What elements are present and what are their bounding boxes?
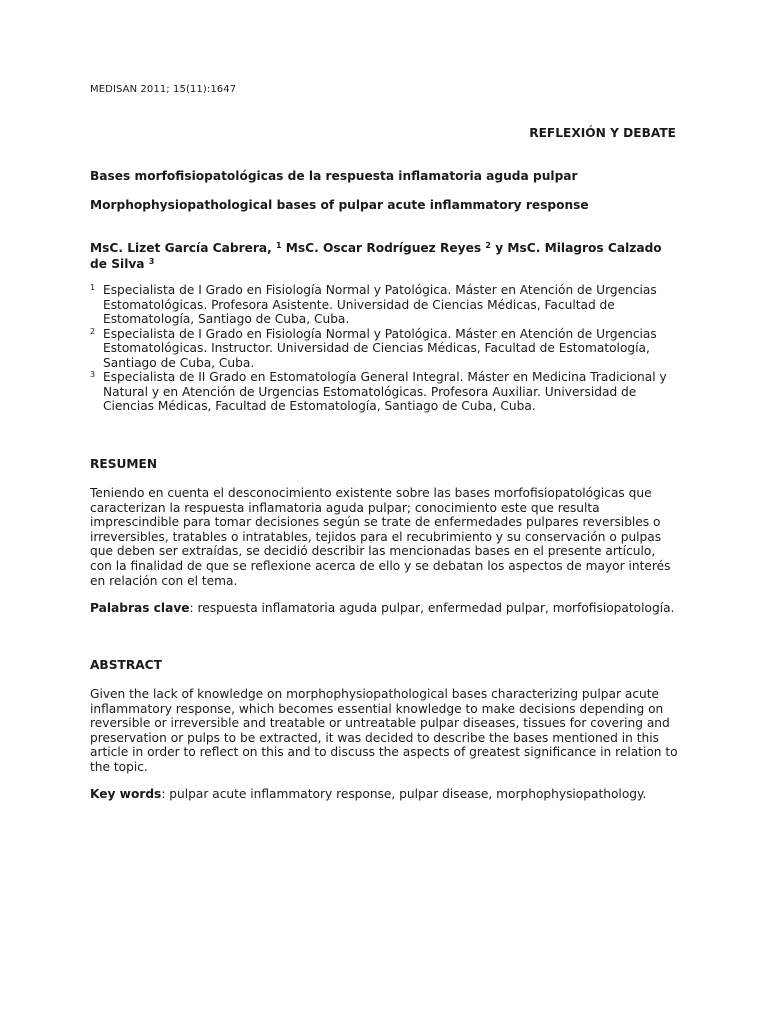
affiliation-number: 3 <box>90 370 96 379</box>
abstract-body: Given the lack of knowledge on morphophysiopathological bases characterizing pulpar acute inflammatory response, which becomes essential knowledge to make decisions depending on reversible or irreversible and treatable or untreatable pulpar diseases, tissues for covering and preservation or pulps to be extracted, it was decided to describe the bases mentioned in this article in order to reflect on this and to discuss the aspects of greatest significance in relation to the topic. <box>90 687 678 774</box>
resumen-heading: RESUMEN <box>90 457 158 471</box>
author-3-name: MsC. Milagros Calzado de Silva <box>90 241 662 271</box>
affiliation-text: Especialista de I Grado en Fisiología Normal y Patológica. Máster en Atención de Urgencias Estomatológicas. Profesora Asistente. Universidad de Ciencias Médicas, Facultad de Estomatología, Santiago de Cuba, Cuba. <box>103 283 657 326</box>
author-3-superscript: 3 <box>148 257 155 266</box>
author-2-superscript: 2 <box>485 241 491 250</box>
affiliation-number: 1 <box>90 283 96 292</box>
key-words <box>90 787 680 802</box>
palabras-clave-label: Palabras clave <box>90 601 190 615</box>
author-list <box>90 240 680 272</box>
affiliation-item <box>90 370 680 414</box>
affiliation-item <box>90 283 680 327</box>
title-spanish: Bases morfofisiopatológicas de la respuesta inflamatoria aguda pulpar <box>90 169 578 183</box>
resumen-body: Teniendo en cuenta el desconocimiento existente sobre las bases morfofisiopatológicas que caracterizan la respuesta inflamatoria aguda pulpar; conocimiento este que resulta imprescindible para tomar decisiones según se trate de enfermedades pulpares reversibles o irreversibles, tratables o intratables, tejidos para el recubrimiento y su conservación o pulpas que deben ser extraídas, se decidió describir las mencionadas bases en el presente artículo, con la finalidad de que se reflexione acerca de ello y se debatan los aspectos de mayor interés en relación con el tema. <box>90 486 671 588</box>
author-joiner: y <box>495 241 504 255</box>
key-words-text: : pulpar acute inflammatory response, pulpar disease, morphophysiopathology. <box>161 787 647 801</box>
palabras-clave <box>90 601 680 616</box>
title-english: Morphophysiopathological bases of pulpar acute inflammatory response <box>90 198 589 212</box>
section-type-label: REFLEXIÓN Y DEBATE <box>529 126 676 140</box>
key-words-label: Key words <box>90 787 162 801</box>
affiliation-number: 2 <box>90 326 96 336</box>
journal-reference: MEDISAN 2011; 15(11):1647 <box>90 84 237 95</box>
affiliation-text: Especialista de II Grado en Estomatología General Integral. Máster en Medicina Tradicional y Natural y en Atención de Urgencias Estomatológicas. Profesora Auxiliar. Universidad de Ciencias Médicas, Facultad de Estomatología, Santiago de Cuba, Cuba. <box>103 370 667 413</box>
affiliation-text: Especialista de I Grado en Fisiología Normal y Patológica. Máster en Atención de Urgencias Estomatológicas. Instructor. Universidad de Ciencias Médicas, Facultad de Estomatología, Santiago de Cuba, Cuba. <box>103 326 657 370</box>
affiliation-item <box>90 327 680 371</box>
author-1-name: MsC. Lizet García Cabrera, <box>90 241 272 255</box>
palabras-clave-text: : respuesta inflamatoria aguda pulpar, enfermedad pulpar, morfofisiopatología. <box>189 601 675 615</box>
abstract-heading: ABSTRACT <box>90 658 162 672</box>
author-1-superscript: 1 <box>275 241 282 250</box>
affiliation-list <box>90 283 680 414</box>
author-2-name: MsC. Oscar Rodríguez Reyes <box>285 241 482 255</box>
